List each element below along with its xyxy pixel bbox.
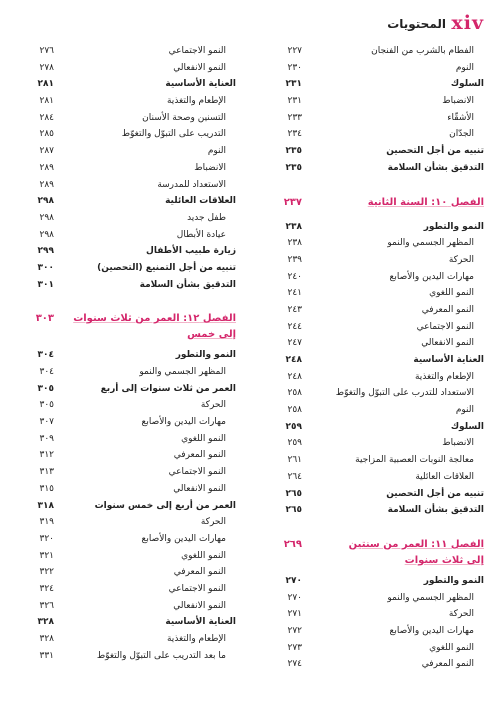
entry-title: الحركة xyxy=(200,400,226,411)
toc-section-entry[interactable] xyxy=(264,352,484,369)
toc-section-entry[interactable] xyxy=(264,573,484,590)
entry-page-number: ٢٤١ xyxy=(287,288,302,299)
section-gap xyxy=(16,293,236,305)
toc-column-right xyxy=(264,43,484,673)
entry-page-number: ٢٤٨ xyxy=(285,355,302,365)
toc-entry[interactable] xyxy=(16,564,236,581)
entry-title: النمو الاجتماعي xyxy=(416,321,474,332)
entry-title: المظهر الجسمي والنمو xyxy=(387,592,474,603)
chapter-title xyxy=(320,537,484,569)
entry-title: الانضباط xyxy=(442,96,474,107)
toc-section-entry[interactable] xyxy=(264,219,484,236)
entry-title: عيادة الأبطال xyxy=(176,229,226,240)
entry-title: طفل جديد xyxy=(187,212,226,223)
entry-page-number: ٢٣٩ xyxy=(287,254,302,265)
entry-page-number: ٢٨٩ xyxy=(39,179,54,190)
entry-title: العناية الأساسية xyxy=(165,617,236,628)
entry-page-number: ٢٣٣ xyxy=(287,112,302,123)
entry-title: العلاقات العائلية xyxy=(165,196,236,207)
entry-title: التدريب على التبوّل والتغوّط xyxy=(121,129,226,140)
toc-entry[interactable] xyxy=(264,590,484,607)
entry-title: النمو اللغوي xyxy=(181,433,226,444)
entry-page-number: ٣٢٨ xyxy=(39,634,54,644)
toc-entry[interactable] xyxy=(264,302,484,319)
toc-entry[interactable] xyxy=(16,631,236,648)
entry-page-number: ٢٦٤ xyxy=(287,471,302,482)
entry-title: التدقيق بشأن السلامة xyxy=(387,162,484,173)
entry-page-number: ٣١٨ xyxy=(37,500,54,511)
toc-entry[interactable] xyxy=(264,126,484,143)
entry-title: تنبيه من أجل التحصين xyxy=(386,488,484,499)
entry-title: النمو الانفعالي xyxy=(173,62,226,73)
entry-page-number: ٢٣٠ xyxy=(287,62,302,73)
toc-entry[interactable] xyxy=(16,43,236,60)
entry-page-number: ٢٤٧ xyxy=(287,338,302,349)
entry-page-number: ٢٧٨ xyxy=(39,62,54,73)
entry-page-number: ٢٣٨ xyxy=(285,221,302,232)
toc-entry[interactable] xyxy=(16,464,236,481)
toc-entry[interactable] xyxy=(16,143,236,160)
entry-page-number: ٣٠٥ xyxy=(39,400,54,411)
entry-page-number: ٣٢٦ xyxy=(39,600,54,611)
chapter-title-line: الفصل ١٠: السنة الثانية xyxy=(367,196,484,208)
toc-section-entry[interactable] xyxy=(264,143,484,160)
toc-section-entry[interactable] xyxy=(16,76,236,93)
toc-entry[interactable] xyxy=(16,598,236,615)
entry-page-number: ٢٦٥ xyxy=(285,505,302,516)
entry-title: الاستعداد للتدرب على التبوّل والتغوّط xyxy=(335,388,474,399)
entry-page-number: ٢٣٥ xyxy=(285,162,302,173)
entry-page-number: ٢٣١ xyxy=(287,96,302,107)
entry-page-number: ٢٤٤ xyxy=(287,321,302,332)
chapter-title-line: الفصل ١٢: العمر من ثلاث سنوات xyxy=(73,313,236,325)
toc-entry[interactable] xyxy=(16,160,236,177)
entry-title: النمو والتطور xyxy=(175,350,236,361)
entry-title: التدقيق بشأن السلامة xyxy=(387,505,484,516)
entry-title: العناية الأساسية xyxy=(165,79,236,90)
chapter-title-line: الفصل ١١: العمر من سنتين xyxy=(348,538,484,550)
toc-entry[interactable] xyxy=(16,227,236,244)
entry-page-number: ٢٢٧ xyxy=(287,46,302,56)
entry-title: النمو اللغوي xyxy=(429,642,474,653)
entry-title: التسنين وصحة الأسنان xyxy=(142,112,226,123)
entry-page-number: ٢٨٩ xyxy=(39,162,54,173)
entry-title: النوم xyxy=(455,62,474,73)
toc-entry[interactable] xyxy=(16,431,236,448)
entry-title: العمر من ثلاث سنوات إلى أربع xyxy=(100,383,236,394)
toc-entry[interactable] xyxy=(16,447,236,464)
entry-page-number: ٣٢٨ xyxy=(37,617,54,628)
entry-title: مهارات اليدين والأصابع xyxy=(141,533,226,544)
chapter-title xyxy=(72,311,236,343)
entry-page-number: ٢٣١ xyxy=(285,79,302,90)
entry-title: مهارات اليدين والأصابع xyxy=(389,271,474,282)
entry-page-number: ٣١٥ xyxy=(39,483,54,494)
entry-page-number: ٢٧١ xyxy=(287,609,302,620)
chapter-title xyxy=(320,195,484,211)
entry-title: الأشقّاء xyxy=(447,112,474,123)
toc-entry[interactable] xyxy=(264,93,484,110)
entry-title: النمو المعرفي xyxy=(421,304,474,315)
toc-entry[interactable] xyxy=(16,397,236,414)
toc-entry[interactable] xyxy=(16,648,236,665)
entry-title: الاستعداد للمدرسة xyxy=(157,179,226,190)
toc-entry[interactable] xyxy=(264,452,484,469)
entry-title: الحركة xyxy=(200,517,226,528)
entry-title: النمو اللغوي xyxy=(181,550,226,561)
toc-entry[interactable] xyxy=(16,60,236,77)
entry-title: النوم xyxy=(207,146,226,157)
toc-entry[interactable] xyxy=(264,285,484,302)
page-number: xiv xyxy=(451,12,484,34)
entry-page-number: ٢٨٤ xyxy=(39,112,54,123)
section-gap xyxy=(264,177,484,189)
entry-title: المظهر الجسمي والنمو xyxy=(387,238,474,249)
toc-entry[interactable] xyxy=(264,623,484,640)
toc-entry[interactable] xyxy=(264,469,484,486)
toc-section-entry[interactable] xyxy=(16,347,236,364)
entry-page-number: ٢٩٨ xyxy=(39,229,54,240)
chapter-page-number: ٢٣٧ xyxy=(283,196,302,208)
toc-chapter-heading[interactable] xyxy=(16,305,236,347)
toc-entry[interactable] xyxy=(16,110,236,127)
entry-page-number: ٢٩٨ xyxy=(39,212,54,223)
toc-section-entry[interactable] xyxy=(264,419,484,436)
chapter-title-line: إلى ثلاث سنوات xyxy=(404,554,484,566)
entry-page-number: ٢٤٠ xyxy=(287,271,302,282)
toc-entry[interactable] xyxy=(264,402,484,419)
toc-section-entry[interactable] xyxy=(16,381,236,398)
toc-section-entry[interactable] xyxy=(16,614,236,631)
entry-title: الانضباط xyxy=(442,438,474,449)
entry-title: العلاقات العائلية xyxy=(415,471,474,482)
entry-title: الإطعام والتغذية xyxy=(166,634,226,644)
entry-page-number: ٢٨٧ xyxy=(39,146,54,157)
entry-page-number: ٢٩٩ xyxy=(37,246,54,257)
section-gap xyxy=(264,519,484,531)
entry-page-number: ٢٦٥ xyxy=(285,488,302,499)
entry-title: مهارات اليدين والأصابع xyxy=(389,625,474,636)
entry-title: النمو الانفعالي xyxy=(173,483,226,494)
entry-title: النمو والتطور xyxy=(423,575,484,586)
chapter-page-number: ٣٠٣ xyxy=(35,313,54,325)
entry-page-number: ٣٢٠ xyxy=(39,533,54,544)
toc-entry[interactable] xyxy=(16,364,236,381)
toc-chapter-heading[interactable] xyxy=(264,531,484,573)
entry-page-number: ٢٣٥ xyxy=(285,146,302,157)
entry-title: الجدّان xyxy=(449,129,474,140)
entry-title: النمو الانفعالي xyxy=(173,600,226,611)
entry-title: العناية الأساسية xyxy=(413,355,484,365)
entry-page-number: ٢٣٤ xyxy=(287,129,302,140)
toc-section-entry[interactable] xyxy=(16,193,236,210)
page-title: المحتويات xyxy=(387,17,446,31)
entry-page-number: ٣١٢ xyxy=(39,450,54,461)
toc-entry[interactable] xyxy=(16,210,236,227)
toc-entry[interactable] xyxy=(264,335,484,352)
entry-title: الفطام بالشرب من الفنجان xyxy=(371,46,474,56)
toc-entry[interactable] xyxy=(16,581,236,598)
chapter-title-line: إلى خمس xyxy=(187,329,236,341)
toc-entry[interactable] xyxy=(264,110,484,127)
toc-entry[interactable] xyxy=(16,531,236,548)
entry-page-number: ٣١٣ xyxy=(39,467,54,478)
toc-entry[interactable] xyxy=(16,93,236,110)
toc-section-entry[interactable] xyxy=(16,243,236,260)
entry-page-number: ٣٣١ xyxy=(39,650,54,661)
toc-entry[interactable] xyxy=(264,435,484,452)
toc-entry[interactable] xyxy=(264,60,484,77)
entry-title: زيارة طبيب الأطفال xyxy=(146,246,236,257)
entry-title: تنبيه من أجل التحصين xyxy=(386,146,484,157)
toc-entry[interactable] xyxy=(16,514,236,531)
toc-entry[interactable] xyxy=(264,43,484,60)
entry-title: الحركة xyxy=(448,609,474,620)
entry-page-number: ٢٤٨ xyxy=(287,371,302,382)
entry-page-number: ٢٧٦ xyxy=(39,46,54,56)
entry-page-number: ٣٠٩ xyxy=(39,433,54,444)
toc-entry[interactable] xyxy=(264,269,484,286)
entry-title: النمو المعرفي xyxy=(421,659,474,670)
entry-page-number: ٢٥٨ xyxy=(287,405,302,416)
toc-section-entry[interactable] xyxy=(16,498,236,515)
entry-title: معالجة النوبات العصبية المزاجية xyxy=(355,455,474,466)
entry-page-number: ٣٠٥ xyxy=(37,383,54,394)
toc-entry[interactable] xyxy=(16,548,236,565)
entry-title: النمو اللغوي xyxy=(429,288,474,299)
toc-entry[interactable] xyxy=(264,606,484,623)
toc-entry[interactable] xyxy=(264,385,484,402)
entry-page-number: ٢٥٨ xyxy=(287,388,302,399)
entry-page-number: ٢٨٥ xyxy=(39,129,54,140)
entry-title: النمو الاجتماعي xyxy=(168,46,226,56)
toc-entry[interactable] xyxy=(16,481,236,498)
entry-page-number: ٢٧٠ xyxy=(287,592,302,603)
toc-entry[interactable] xyxy=(264,640,484,657)
entry-title: النمو الاجتماعي xyxy=(168,467,226,478)
entry-page-number: ٢٣٨ xyxy=(287,238,302,249)
entry-title: الإطعام والتغذية xyxy=(414,371,474,382)
toc-section-entry[interactable] xyxy=(264,486,484,503)
entry-page-number: ٢٧٣ xyxy=(287,642,302,653)
entry-page-number: ٢٥٩ xyxy=(287,438,302,449)
entry-title: النمو المعرفي xyxy=(173,450,226,461)
toc-entry[interactable] xyxy=(264,252,484,269)
entry-page-number: ٢٧٤ xyxy=(287,659,302,670)
entry-page-number: ٢٥٩ xyxy=(285,421,302,432)
chapter-page-number: ٢٦٩ xyxy=(283,538,302,550)
entry-page-number: ٢٦١ xyxy=(287,455,302,466)
entry-page-number: ٢٧٠ xyxy=(285,575,302,586)
entry-title: النمو المعرفي xyxy=(173,567,226,578)
entry-title: النمو الانفعالي xyxy=(421,338,474,349)
entry-title: التدقيق بشأن السلامة xyxy=(139,279,236,290)
toc-entry[interactable] xyxy=(264,656,484,673)
entry-page-number: ٣٠٠ xyxy=(37,262,54,273)
toc-entry[interactable] xyxy=(16,126,236,143)
toc-entry[interactable] xyxy=(16,177,236,194)
entry-title: المظهر الجسمي والنمو xyxy=(139,367,226,377)
entry-title: السلوك xyxy=(450,79,484,90)
toc-entry[interactable] xyxy=(264,369,484,386)
entry-title: العمر من أربع إلى خمس سنوات xyxy=(94,500,236,511)
entry-title: الانضباط xyxy=(194,162,226,173)
entry-page-number: ٢٧٢ xyxy=(287,625,302,636)
toc-section-entry[interactable] xyxy=(264,160,484,177)
entry-title: النوم xyxy=(455,405,474,416)
page-header xyxy=(0,13,500,35)
entry-page-number: ٢٨١ xyxy=(39,96,54,107)
entry-page-number: ٢٤٣ xyxy=(287,304,302,315)
toc-chapter-heading[interactable] xyxy=(264,189,484,219)
entry-page-number: ٢٨١ xyxy=(37,79,54,90)
entry-title: النمو الاجتماعي xyxy=(168,583,226,594)
entry-title: الإطعام والتغذية xyxy=(166,96,226,107)
entry-page-number: ٣٢٢ xyxy=(39,567,54,578)
toc-entry[interactable] xyxy=(264,235,484,252)
toc-entry[interactable] xyxy=(16,414,236,431)
toc-entry[interactable] xyxy=(264,319,484,336)
entry-title: تنبيه من أجل التمنيع (التحصين) xyxy=(97,262,236,273)
entry-page-number: ٣٠٤ xyxy=(37,350,54,361)
entry-page-number: ٣٠٧ xyxy=(39,417,54,428)
toc-section-entry[interactable] xyxy=(264,502,484,519)
entry-title: الحركة xyxy=(448,254,474,265)
entry-title: ما بعد التدريب على التبوّل والتغوّط xyxy=(96,650,226,661)
entry-page-number: ٣١٩ xyxy=(39,517,54,528)
entry-title: مهارات اليدين والأصابع xyxy=(141,417,226,428)
entry-title: النمو والتطور xyxy=(423,221,484,232)
entry-page-number: ٣٠١ xyxy=(37,279,54,290)
toc-section-entry[interactable] xyxy=(16,277,236,294)
toc-column-left xyxy=(16,43,236,664)
entry-page-number: ٣٢٤ xyxy=(39,583,54,594)
entry-page-number: ٣٢١ xyxy=(39,550,54,561)
entry-title: السلوك xyxy=(450,421,484,432)
entry-page-number: ٣٠٤ xyxy=(39,367,54,377)
toc-section-entry[interactable] xyxy=(264,76,484,93)
entry-page-number: ٢٩٨ xyxy=(37,196,54,207)
toc-section-entry[interactable] xyxy=(16,260,236,277)
